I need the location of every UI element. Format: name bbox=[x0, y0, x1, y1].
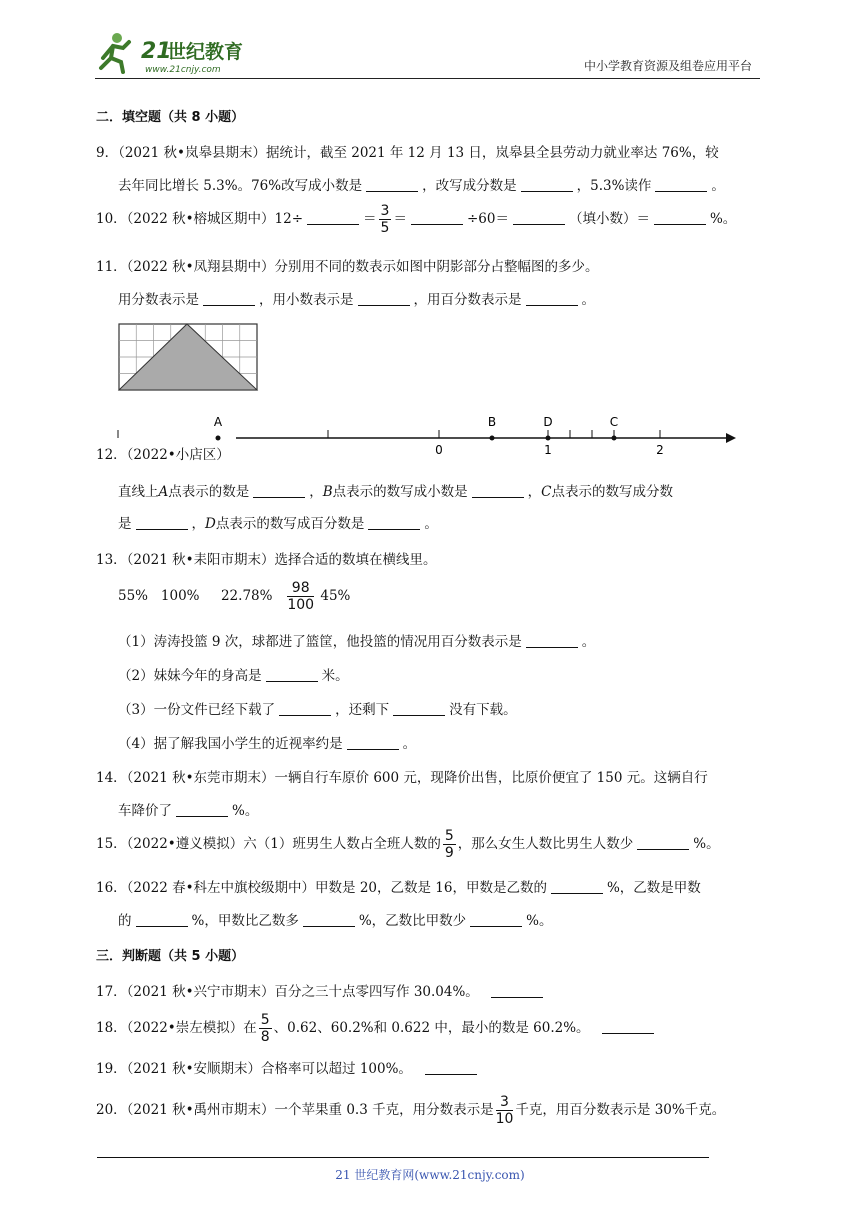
answer-blank[interactable] bbox=[637, 837, 689, 850]
fraction: $\frac{5}{9}$ bbox=[444, 828, 454, 861]
q11-line1: 11．（2022 秋•凤翔县期中）分别用不同的数表示如图中阴影部分占整幅图的多少。 bbox=[96, 259, 599, 275]
number-line-label: D bbox=[543, 415, 553, 429]
logo-url: www.21cnjy.com bbox=[145, 65, 221, 75]
q12-label: 12．（2022•小店区） bbox=[96, 447, 230, 463]
answer-blank[interactable] bbox=[411, 212, 463, 225]
number-line-point bbox=[546, 436, 551, 441]
answer-blank[interactable] bbox=[347, 737, 399, 750]
q20-line: 20．（2021 秋•禹州市期末）一个苹果重 0.3 千克，用分数表示是 $\frac{3}{10}$ 千克，用百分数表示是 30%千克。 bbox=[96, 1094, 726, 1127]
q12-line2: 是 ，D点表示的数写成百分数是 。 bbox=[118, 516, 438, 532]
answer-blank[interactable] bbox=[203, 293, 255, 306]
answer-blank[interactable] bbox=[491, 985, 543, 998]
q13-sub3: （3）一份文件已经下载了 ，还剩下 没有下载。 bbox=[118, 702, 517, 718]
q13-sub4: （4）据了解我国小学生的近视率约是 。 bbox=[118, 736, 417, 752]
q13-sub2: （2）妹妹今年的身高是 米。 bbox=[118, 668, 349, 684]
answer-blank[interactable] bbox=[655, 179, 707, 192]
site-logo bbox=[95, 28, 265, 76]
q16-line1: 16．（2022 春•科左中旗校级期中）甲数是 20，乙数是 16，甲数是乙数的 %，乙数是甲数 bbox=[96, 880, 701, 896]
number-line-point bbox=[216, 436, 221, 441]
logo-text: 世纪教育 bbox=[167, 41, 244, 63]
answer-blank[interactable] bbox=[425, 1062, 477, 1075]
answer-blank[interactable] bbox=[472, 485, 524, 498]
q15-line: 15．（2022•遵义模拟）六（1）班男生人数占全班人数的 $\frac{5}{9}$ ，那么女生人数比男生人数少 %。 bbox=[96, 828, 720, 861]
section-title-judge: 三．判断题（共 5 小题） bbox=[96, 949, 245, 964]
answer-blank[interactable] bbox=[368, 517, 420, 530]
number-line-label: B bbox=[487, 415, 497, 429]
number-line-label: 1 bbox=[544, 443, 552, 457]
q11-line2: 用分数表示是 ，用小数表示是 ，用百分数表示是 。 bbox=[118, 292, 595, 308]
number-line-point bbox=[490, 436, 495, 441]
answer-blank[interactable] bbox=[136, 517, 188, 530]
number-line-label: A bbox=[213, 415, 223, 429]
q19-line: 19．（2021 秋•安顺期末）合格率可以超过 100%。 bbox=[96, 1057, 481, 1077]
answer-blank[interactable] bbox=[303, 914, 355, 927]
number-line-point bbox=[612, 436, 617, 441]
answer-blank[interactable] bbox=[526, 635, 578, 648]
q13-sub1: （1）涛涛投篮 9 次，球都进了篮筐，他投篮的情况用百分数表示是 。 bbox=[118, 634, 596, 650]
answer-blank[interactable] bbox=[136, 914, 188, 927]
answer-blank[interactable] bbox=[307, 212, 359, 225]
number-line-label: 0 bbox=[435, 443, 443, 457]
q13-line1: 13．（2021 秋•耒阳市期末）选择合适的数填在横线里。 bbox=[96, 552, 437, 568]
answer-blank[interactable] bbox=[393, 703, 445, 716]
answer-blank[interactable] bbox=[470, 914, 522, 927]
answer-blank[interactable] bbox=[602, 1021, 654, 1034]
arrow-icon bbox=[726, 433, 736, 443]
answer-blank[interactable] bbox=[358, 293, 410, 306]
svg-text:21: 21 bbox=[141, 39, 172, 64]
page-footer: 21 世纪教育网(www.21cnjy.com) bbox=[335, 1168, 525, 1182]
answer-blank[interactable] bbox=[176, 804, 228, 817]
q17-line: 17．（2021 秋•兴宁市期末）百分之三十点零四写作 30.04%。 bbox=[96, 980, 547, 1000]
answer-blank[interactable] bbox=[279, 703, 331, 716]
answer-blank[interactable] bbox=[654, 212, 706, 225]
number-line bbox=[213, 410, 736, 457]
answer-blank[interactable] bbox=[366, 179, 418, 192]
answer-blank[interactable] bbox=[526, 293, 578, 306]
fraction: $\frac{3}{10}$ bbox=[495, 1094, 514, 1127]
grid-figure bbox=[118, 323, 260, 393]
answer-blank[interactable] bbox=[266, 669, 318, 682]
q13-options: 55% 100% 22.78% $\frac{98}{100}$ 45% bbox=[118, 580, 351, 613]
page-header bbox=[95, 28, 760, 79]
footer-divider bbox=[97, 1157, 709, 1158]
q18-line: 18．（2022•崇左模拟）在 $\frac{5}{8}$ 、0.62、60.2%和 0.622 中，最小的数是 60.2%。 bbox=[96, 1012, 658, 1045]
q14-line2: 车降价了 %。 bbox=[118, 803, 259, 819]
answer-blank[interactable] bbox=[551, 881, 603, 894]
q10-line: 10．（2022 秋•榕城区期中）12÷ ＝ $\frac{3}{5}$ ＝ ÷60＝ （填小数）＝ %。 bbox=[96, 203, 737, 236]
q9-line2: 去年同比增长 5.3%。76%改写成小数是 ，改写成分数是 ，5.3%读作 。 bbox=[118, 178, 725, 194]
q9-line1: 9．（2021 秋•岚皋县期末）据统计，截至 2021 年 12 月 13 日，岚皋县全县劳动力就业率达 76%，较 bbox=[96, 145, 719, 161]
runner-icon bbox=[101, 33, 129, 72]
fraction: $\frac{3}{5}$ bbox=[380, 203, 390, 236]
section-title-fill: 二．填空题（共 8 小题） bbox=[96, 110, 245, 125]
answer-blank[interactable] bbox=[513, 212, 565, 225]
fraction: $\frac{98}{100}$ bbox=[287, 580, 315, 613]
answer-blank[interactable] bbox=[521, 179, 573, 192]
q14-line1: 14．（2021 秋•东莞市期末）一辆自行车原价 600 元，现降价出售，比原价便宜了 150 元。这辆自行 bbox=[96, 770, 708, 786]
number-line-label: C bbox=[609, 415, 619, 429]
q16-line2: 的 %，甲数比乙数多 %，乙数比甲数少 %。 bbox=[118, 913, 553, 929]
number-line-label: 2 bbox=[656, 443, 664, 457]
answer-blank[interactable] bbox=[253, 485, 305, 498]
q12-line1: 直线上A点表示的数是 ，B点表示的数写成小数是 ，C点表示的数写成分数 bbox=[118, 484, 674, 500]
fraction: $\frac{5}{8}$ bbox=[260, 1012, 270, 1045]
header-tagline: 中小学教育资源及组卷应用平台 bbox=[583, 59, 752, 73]
